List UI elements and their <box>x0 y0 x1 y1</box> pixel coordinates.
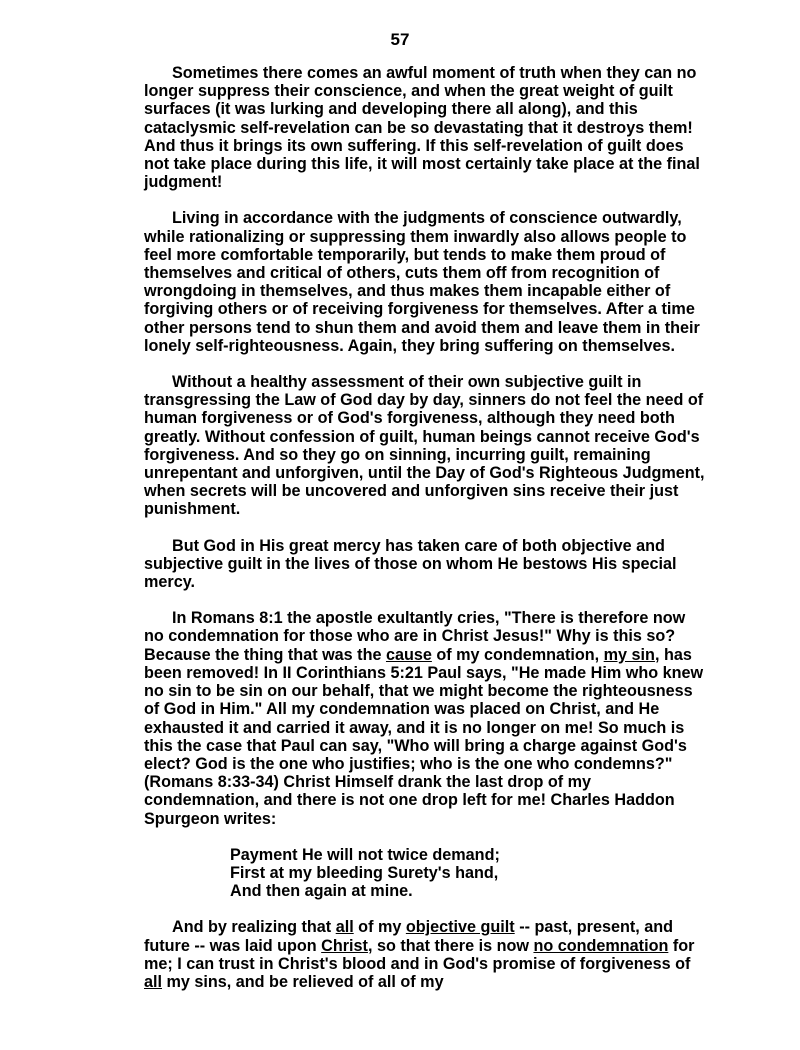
paragraph-subjective-guilt: Without a healthy assessment of their own subjective guilt in transgressing the Law of God day by day, sinners do not feel the need of human forgiveness or of God's forgiveness, although they need both greatly. Without confession of guilt, human beings cannot receive God's forgiveness. And so they go on sinning, incurring guilt, remaining unrepentant and unforgiven, until the Day of God's Righteous Judgment, when secrets will be uncovered and unforgiven sins receive their just punishment. <box>144 373 705 519</box>
text-run: , has been removed! In II Corinthians 5:21 Paul says, "He made Him who knew no sin to be sin on our behalf, that we might become the righteousness of God in Him." All my condemnation was placed on Christ, and He exhausted it and carried it away, and it is no longer on me! So much is this the case that Paul can say, "Who will bring a charge against God's elect? God is the one who justifies; who is the one who condemns?" (Romans 8:33-34) Christ Himself drank the last drop of my condemnation, and there is not one drop left for me! Charles Haddon Spurgeon writes: <box>144 645 704 828</box>
quote-line: Payment He will not twice demand; <box>230 845 500 864</box>
underlined-no-condemnation: no condemnation <box>533 936 669 955</box>
text-run: In Romans 8:1 the apostle exultantly cries, "There is therefore now no condemnation for those who are in Christ Jesus!" Why is this so? Because the thing that was the <box>144 609 686 664</box>
underlined-all-sins: all <box>144 972 162 991</box>
underlined-christ: Christ <box>321 936 368 955</box>
page-number: 57 <box>390 30 410 49</box>
text-run: -- past, present, and future -- was laid upon <box>144 918 674 955</box>
page-body <box>144 64 709 1009</box>
text-run: And by realizing that <box>172 918 336 937</box>
paragraph-objective-guilt <box>144 918 709 991</box>
quote-line: And then again at mine. <box>230 882 413 901</box>
underlined-my-sin: my sin <box>603 645 655 664</box>
paragraph-romans <box>144 609 709 827</box>
paragraph-conscience: Living in accordance with the judgments of conscience outwardly, while rationalizing or suppressing them inwardly also allows people to feel more comfortable temporarily, but tends to make them proud of themselves and critical of others, cuts them off from recognition of wrongdoing in themselves, and thus makes them incapable either of forgiving others or of receiving forgiveness for themselves. After a time other persons tend to shun them and avoid them and leave them in their lonely self-righteousness. Again, they bring suffering on themselves. <box>144 209 700 355</box>
paragraph-gods-mercy: But God in His great mercy has taken care of both objective and subjective guilt in the lives of those on whom He bestows His special mercy. <box>144 536 677 592</box>
text-run: , so that there is now <box>367 936 534 955</box>
text-run: of my <box>353 918 406 937</box>
quote-line: First at my bleeding Surety's hand, <box>230 863 499 882</box>
paragraph-truth-moment: Sometimes there comes an awful moment of truth when they can no longer suppress their conscience, and when the great weight of guilt surfaces (it was lurking and developing there all along), and this cataclysmic self-revelation can be so devastating that it destroys them! And thus it brings its own suffering. If this self-revelation of guilt does not take place during this life, it will most certainly take place at the final judgment! <box>144 64 700 192</box>
text-run: my sins, and be relieved of all of my <box>162 972 444 991</box>
text-run: of my condemnation, <box>431 645 604 664</box>
underlined-all: all <box>335 918 354 937</box>
underlined-objective-guilt: objective guilt <box>405 918 515 937</box>
spurgeon-quote <box>230 846 709 901</box>
text-run: for me; I can trust in Christ's blood and in God's promise of forgiveness of <box>144 936 695 973</box>
underlined-cause: cause <box>385 645 432 664</box>
